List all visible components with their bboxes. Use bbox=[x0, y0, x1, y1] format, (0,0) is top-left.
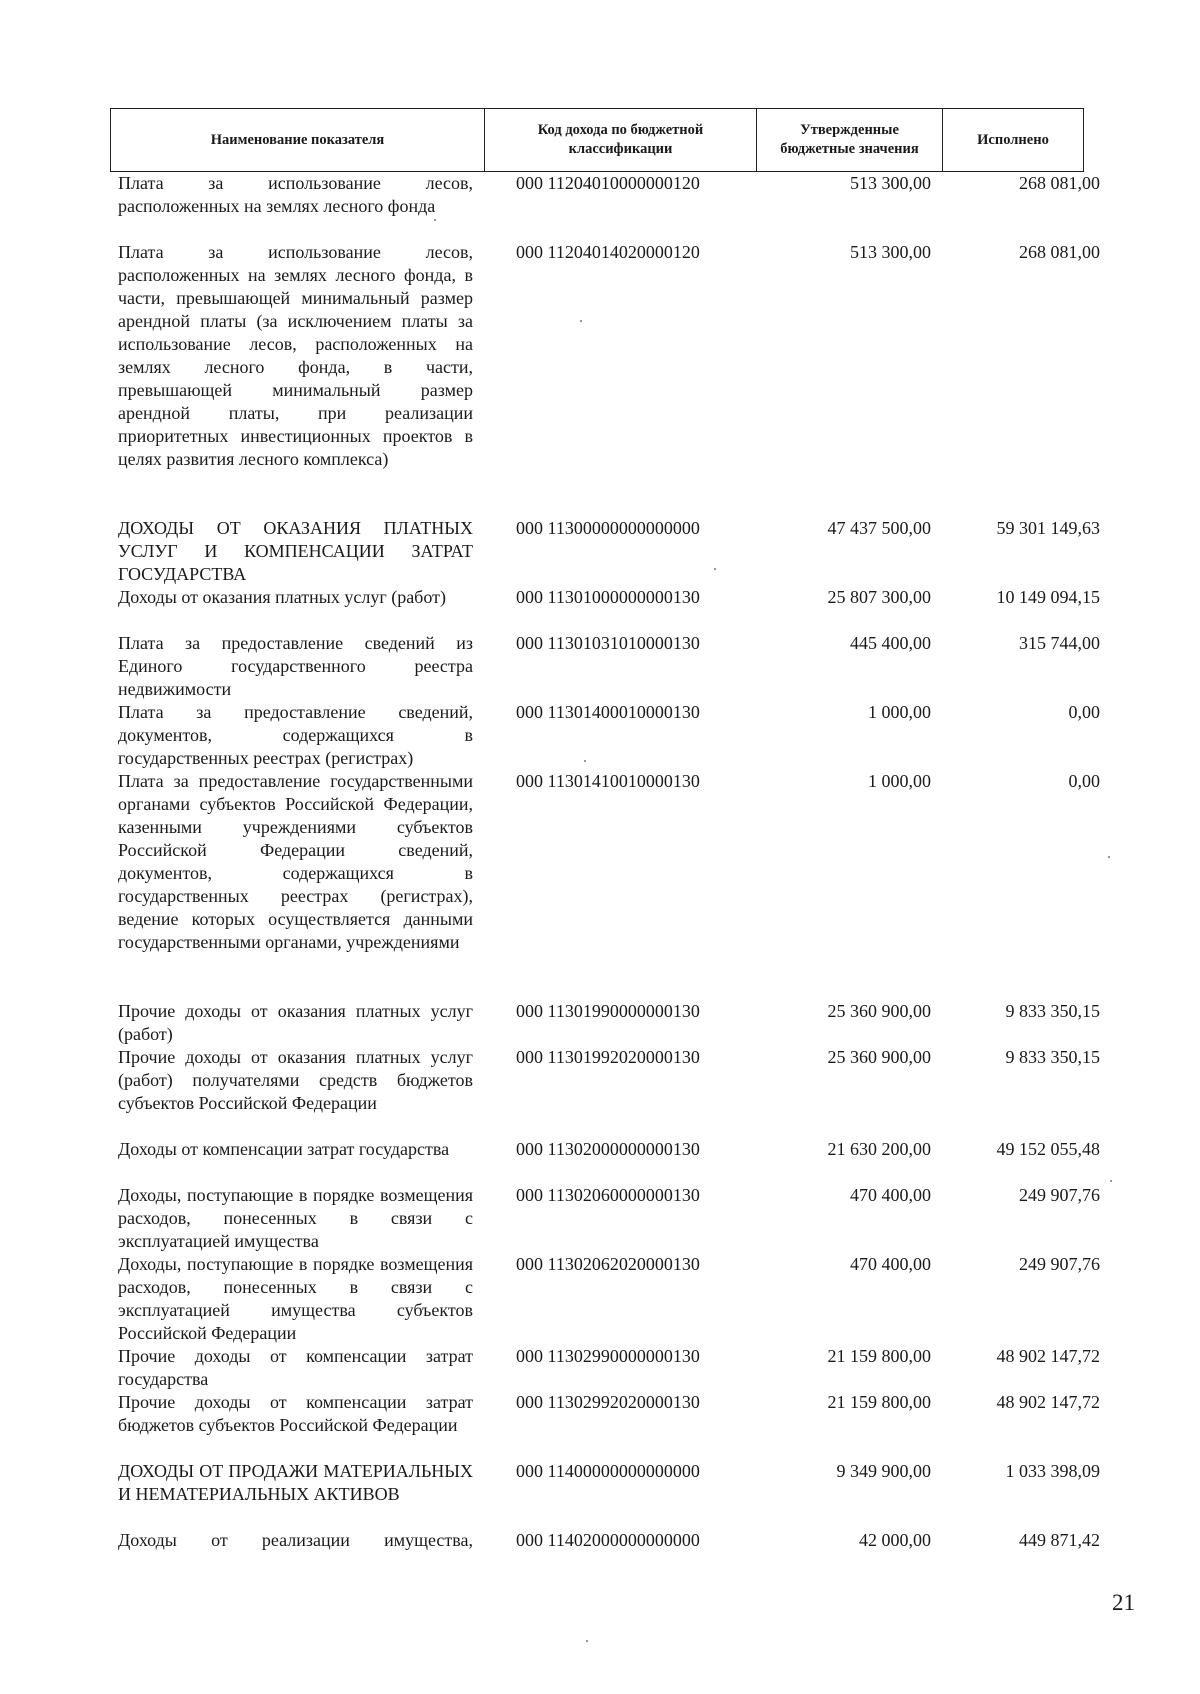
row-code: 000 11301400010000130 bbox=[516, 702, 700, 722]
table-row bbox=[118, 1529, 1118, 1552]
table-row bbox=[118, 1138, 1118, 1184]
table-row bbox=[118, 1391, 1118, 1460]
header-name: Наименование показателя bbox=[111, 109, 485, 171]
row-name: Плата за использование лесов, расположенных на землях лесного фонда bbox=[118, 173, 473, 216]
row-approved: 513 300,00 bbox=[850, 242, 931, 262]
scan-speck bbox=[434, 219, 436, 221]
scan-speck bbox=[1108, 856, 1110, 858]
row-executed: 59 301 149,63 bbox=[996, 518, 1100, 538]
row-approved: 21 159 800,00 bbox=[827, 1392, 931, 1412]
table-header bbox=[110, 108, 1084, 172]
row-code: 000 11302060000000130 bbox=[516, 1185, 700, 1205]
table-row bbox=[118, 586, 1118, 632]
row-executed: 49 152 055,48 bbox=[996, 1139, 1100, 1159]
scan-speck bbox=[1110, 1180, 1112, 1182]
row-approved: 47 437 500,00 bbox=[827, 518, 931, 538]
header-approved: Утвержденные бюджетные значения bbox=[757, 109, 943, 171]
table-row bbox=[118, 1046, 1118, 1138]
row-name: Доходы, поступающие в порядке возмещения расходов, понесенных в связи с эксплуатацией имущества bbox=[118, 1185, 473, 1251]
row-name: Прочие доходы от оказания платных услуг (работ) получателями средств бюджетов субъектов Российской Федерации bbox=[118, 1047, 473, 1113]
row-executed: 48 902 147,72 bbox=[996, 1392, 1100, 1412]
row-code: 000 11300000000000000 bbox=[516, 518, 700, 538]
row-approved: 42 000,00 bbox=[859, 1530, 931, 1550]
table-body bbox=[118, 172, 1118, 1552]
row-executed: 0,00 bbox=[1068, 702, 1100, 722]
row-name: Плата за предоставление сведений из Единого государственного реестра недвижимости bbox=[118, 633, 473, 699]
row-name: Плата за предоставление сведений, документов, содержащихся в государственных реестрах (регистрах) bbox=[118, 702, 473, 768]
row-code: 000 11302992020000130 bbox=[516, 1392, 700, 1412]
table-row bbox=[118, 632, 1118, 701]
scan-speck bbox=[714, 568, 716, 570]
table-row bbox=[118, 517, 1118, 586]
table-row bbox=[118, 1253, 1118, 1345]
row-code: 000 11301990000000130 bbox=[516, 1001, 700, 1021]
row-approved: 445 400,00 bbox=[850, 633, 931, 653]
row-executed: 48 902 147,72 bbox=[996, 1346, 1100, 1366]
table-row bbox=[118, 1460, 1118, 1529]
row-code: 000 11302062020000130 bbox=[516, 1254, 700, 1274]
row-code: 000 11402000000000000 bbox=[516, 1530, 700, 1550]
row-executed: 9 833 350,15 bbox=[1005, 1047, 1100, 1067]
page-number: 21 bbox=[1112, 1590, 1135, 1615]
row-name: ДОХОДЫ ОТ ПРОДАЖИ МАТЕРИАЛЬНЫХ И НЕМАТЕРИАЛЬНЫХ АКТИВОВ bbox=[118, 1461, 473, 1504]
row-name: Доходы от реализации имущества, bbox=[118, 1530, 473, 1550]
table-row bbox=[118, 1000, 1118, 1046]
row-executed: 268 081,00 bbox=[1019, 173, 1100, 193]
row-approved: 513 300,00 bbox=[850, 173, 931, 193]
row-code: 000 11301410010000130 bbox=[516, 771, 700, 791]
row-code: 000 11400000000000000 bbox=[516, 1461, 700, 1481]
row-executed: 249 907,76 bbox=[1019, 1254, 1100, 1274]
row-approved: 25 807 300,00 bbox=[827, 587, 931, 607]
row-approved: 470 400,00 bbox=[850, 1185, 931, 1205]
row-executed: 0,00 bbox=[1068, 771, 1100, 791]
scan-speck bbox=[584, 760, 586, 762]
row-code: 000 11301000000000130 bbox=[516, 587, 700, 607]
row-approved: 25 360 900,00 bbox=[827, 1001, 931, 1021]
table-row bbox=[118, 770, 1118, 1000]
row-name: Прочие доходы от компенсации затрат бюджетов субъектов Российской Федерации bbox=[118, 1392, 473, 1435]
row-code: 000 11204014020000120 bbox=[516, 242, 700, 262]
row-approved: 470 400,00 bbox=[850, 1254, 931, 1274]
row-name: Доходы, поступающие в порядке возмещения расходов, понесенных в связи с эксплуатацией имущества субъектов Российской Федерации bbox=[118, 1254, 473, 1343]
table-row bbox=[118, 172, 1118, 241]
header-executed: Исполнено bbox=[977, 131, 1049, 148]
table-row bbox=[118, 241, 1118, 517]
row-executed: 1 033 398,09 bbox=[1005, 1461, 1100, 1481]
row-name: Прочие доходы от компенсации затрат государства bbox=[118, 1346, 473, 1389]
table-row bbox=[118, 1184, 1118, 1253]
scan-speck bbox=[586, 1640, 588, 1642]
header-code: Код дохода по бюджетной классификации bbox=[485, 109, 757, 171]
row-name: Плата за использование лесов, расположенных на землях лесного фонда, в части, превышающей минимальный размер арендной платы (за исключением платы за использование лесов, расположенных на землях лесного фонда, в части, превышающей минимальный размер арендной платы, при реализации приоритетных инвестиционных проектов в целях развития лесного комплекса) bbox=[118, 242, 473, 469]
row-code: 000 11204010000000120 bbox=[516, 173, 700, 193]
row-code: 000 11302000000000130 bbox=[516, 1139, 700, 1159]
row-approved: 25 360 900,00 bbox=[827, 1047, 931, 1067]
row-name: Доходы от компенсации затрат государства bbox=[118, 1139, 450, 1159]
row-code: 000 11301992020000130 bbox=[516, 1047, 700, 1067]
row-executed: 315 744,00 bbox=[1019, 633, 1100, 653]
row-executed: 249 907,76 bbox=[1019, 1185, 1100, 1205]
row-approved: 1 000,00 bbox=[868, 771, 931, 791]
row-executed: 268 081,00 bbox=[1019, 242, 1100, 262]
row-code: 000 11302990000000130 bbox=[516, 1346, 700, 1366]
row-name: Доходы от оказания платных услуг (работ) bbox=[118, 587, 446, 607]
row-name: Прочие доходы от оказания платных услуг (работ) bbox=[118, 1001, 473, 1044]
table-row bbox=[118, 1345, 1118, 1391]
table-row bbox=[118, 701, 1118, 770]
scan-speck bbox=[580, 320, 582, 322]
row-code: 000 11301031010000130 bbox=[516, 633, 700, 653]
row-approved: 1 000,00 bbox=[868, 702, 931, 722]
row-approved: 9 349 900,00 bbox=[836, 1461, 931, 1481]
row-executed: 9 833 350,15 bbox=[1005, 1001, 1100, 1021]
row-approved: 21 159 800,00 bbox=[827, 1346, 931, 1366]
row-executed: 449 871,42 bbox=[1019, 1530, 1100, 1550]
row-name: ДОХОДЫ ОТ ОКАЗАНИЯ ПЛАТНЫХ УСЛУГ И КОМПЕНСАЦИИ ЗАТРАТ ГОСУДАРСТВА bbox=[118, 518, 473, 584]
row-executed: 10 149 094,15 bbox=[996, 587, 1100, 607]
row-approved: 21 630 200,00 bbox=[827, 1139, 931, 1159]
row-name: Плата за предоставление государственными органами субъектов Российской Федерации, казенными учреждениями субъектов Российской Федерации сведений, документов, содержащихся в государственных реестрах (регистрах), ведение которых осуществляется данными государственными органами, учреждениями bbox=[118, 771, 473, 952]
